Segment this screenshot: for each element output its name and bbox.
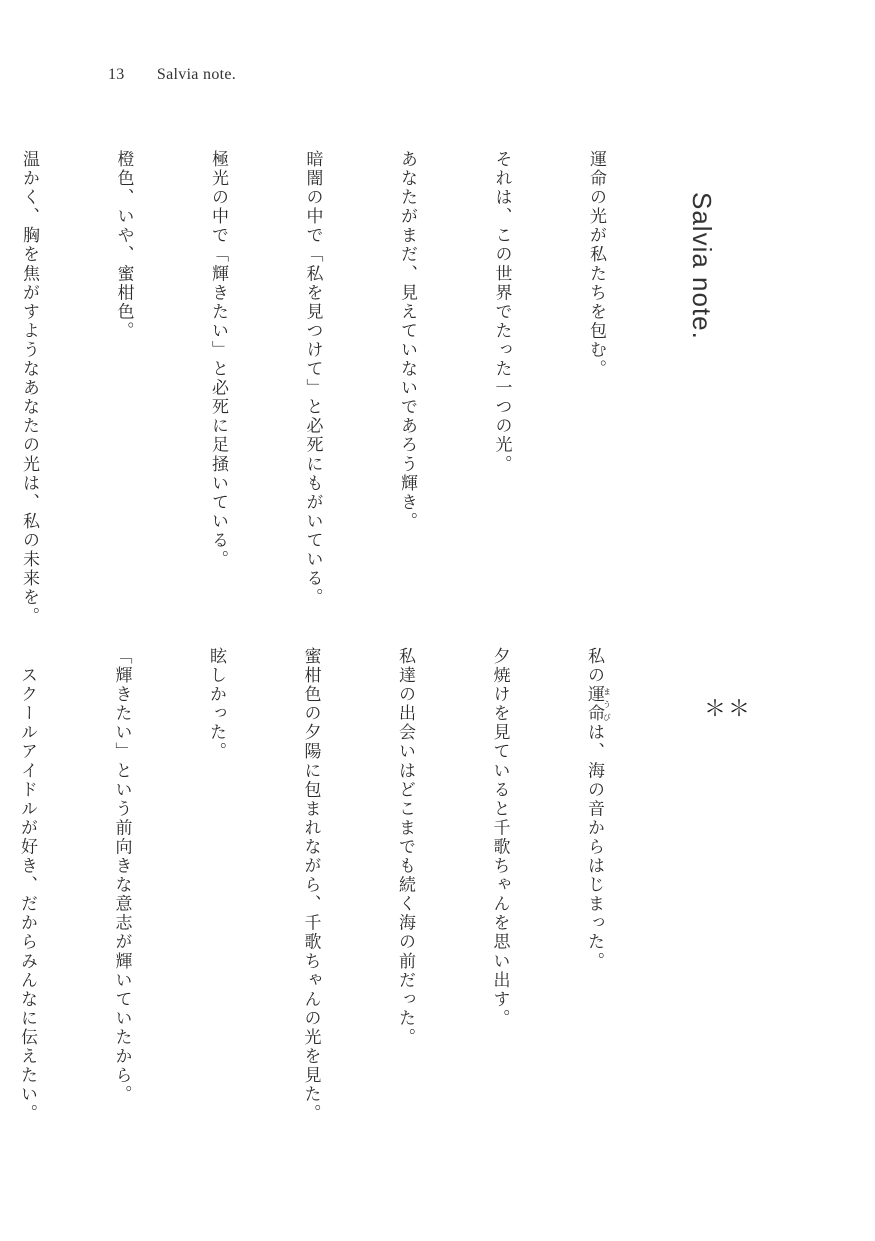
page-number: 13 (108, 66, 125, 83)
ruby-base: 運命 (584, 685, 604, 724)
text-line: 橙色、いや、蜜柑色。 (113, 150, 134, 341)
text-line: 眩しかった。 (206, 647, 226, 762)
text-line: 運命の光が私たちを包む。 (586, 150, 606, 379)
text-line: 私達の出会いはどこまでも続く海の前だった。 (395, 647, 415, 1048)
ruby-reading: まうび (602, 685, 612, 724)
upper-text-block (0, 150, 674, 626)
text-line: 夕焼けを見ていると千歌ちゃんを思い出す。 (489, 647, 510, 1028)
ruby-word (584, 685, 612, 724)
running-head (108, 66, 236, 84)
text-line: 極光の中で「輝きたい」と必死に足掻いている。 (208, 150, 228, 570)
text-line: 暗闇の中で「私を見つけて」と必死にもがいている。 (302, 150, 323, 608)
text-line: 「輝きたい」という前向きな意志が輝いていたから。 (111, 647, 132, 1105)
lower-text-block (0, 647, 674, 1123)
text-line: 温かく、胸を焦がすようなあなたの光は、私の未来を。 (19, 150, 39, 627)
line-start: 私の (584, 647, 604, 686)
text-line: スクールアイドルが好き、だからみんなに伝えたい。 (17, 647, 37, 1124)
text-line-with-ruby (578, 647, 612, 1123)
section-break: ＊＊ (704, 697, 753, 722)
section-title: Salvia note. (687, 192, 717, 340)
line-end: は、海の音からはじまった。 (584, 723, 604, 971)
text-line: それは、この世界でたった一つの光。 (491, 150, 512, 474)
text-line: あなたがまだ、見えていないであろう輝き。 (397, 150, 417, 531)
text-line: 蜜柑色の夕陽に包まれながら、千歌ちゃんの光を見た。 (300, 647, 321, 1124)
running-title: Salvia note. (156, 66, 237, 83)
